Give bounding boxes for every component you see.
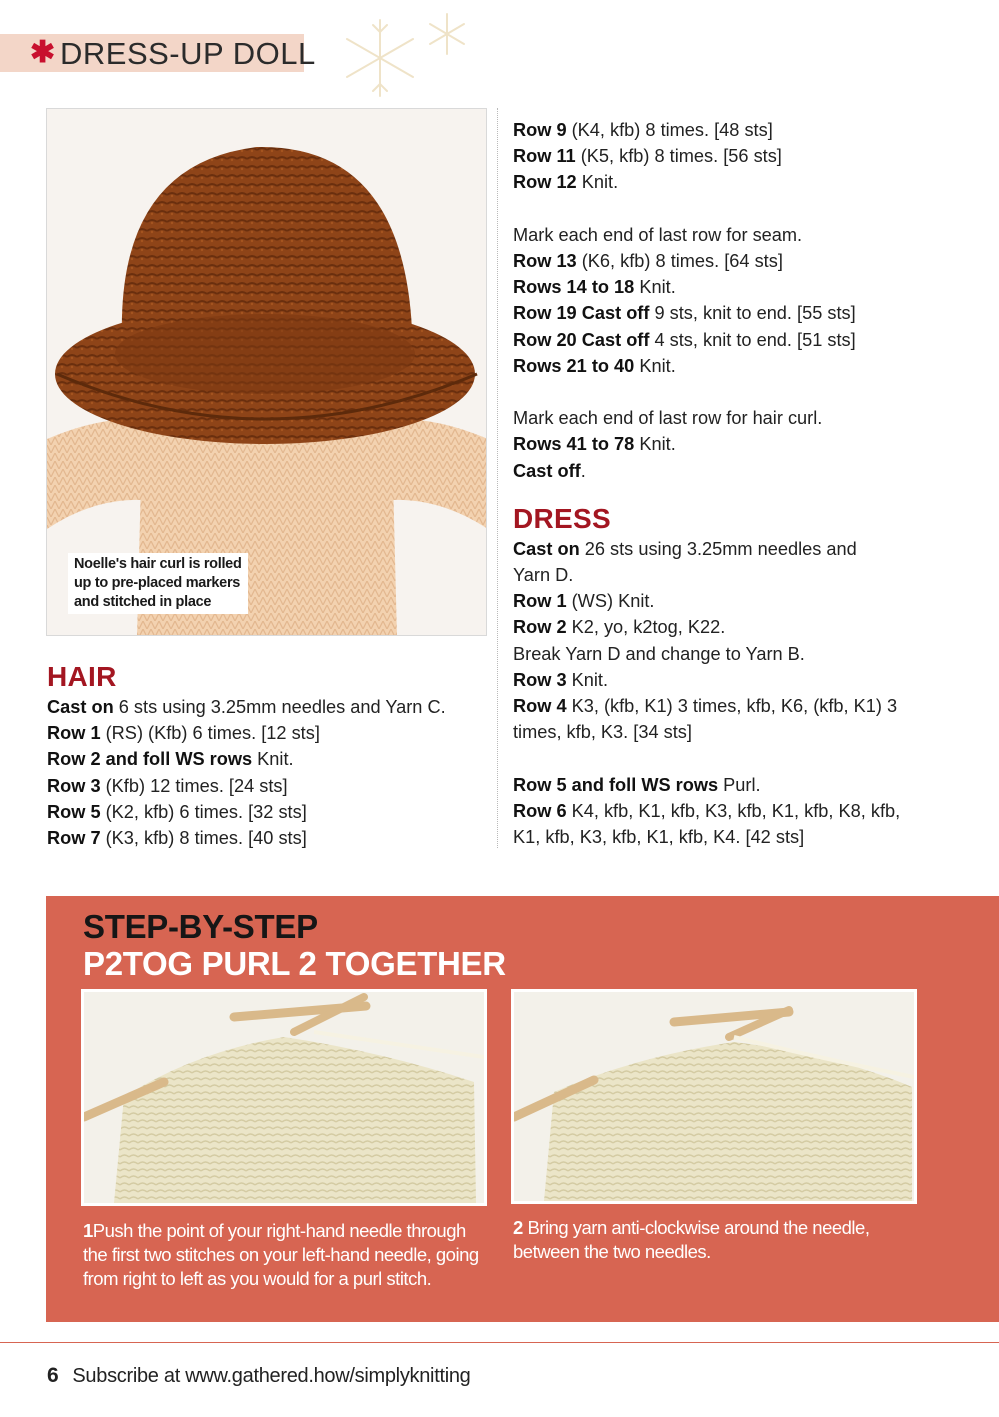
- pattern-line: Row 19 Cast off 9 sts, knit to end. [55 sts]: [513, 303, 856, 324]
- step-2-text: 2 Bring yarn anti-clockwise around the needle, between the two needles.: [513, 1217, 870, 1262]
- step-number: 2: [513, 1217, 523, 1238]
- pattern-line: Rows 14 to 18 Knit.: [513, 277, 676, 298]
- pattern-line: Row 1 (RS) (Kfb) 6 times. [12 sts]: [47, 723, 320, 744]
- pattern-line: Row 13 (K6, kfb) 8 times. [64 sts]: [513, 251, 783, 271]
- hair-section: [47, 660, 487, 851]
- pattern-line: Mark each end of last row for seam.: [513, 224, 803, 245]
- pattern-line: Mark each end of last row for hair curl.: [513, 408, 823, 429]
- page-section-title: DRESS-UP DOLL: [60, 36, 316, 71]
- pattern-line: Row 3 (Kfb) 12 times. [24 sts]: [47, 775, 288, 796]
- pattern-line: Row 7 (K3, kfb) 8 times. [40 sts]: [47, 828, 307, 849]
- hair-heading: HAIR: [47, 661, 117, 692]
- dress-heading: DRESS: [513, 502, 611, 534]
- pattern-line: Break Yarn D and change to Yarn B.: [513, 643, 805, 664]
- photo-caption: [68, 553, 248, 614]
- pattern-line: Row 5 and foll WS rows Purl.: [513, 774, 761, 795]
- pattern-line: K1, kfb, K3, kfb, K1, kfb, K4. [42 sts]: [513, 827, 805, 848]
- pattern-line: Row 20 Cast off 4 sts, knit to end. [51 sts]: [513, 329, 856, 350]
- pattern-line: Cast on 6 sts using 3.25mm needles and Yarn C.: [47, 697, 446, 717]
- pattern-line: Row 6 K4, kfb, K1, kfb, K3, kfb, K1, kfb, K8, kfb,: [513, 800, 901, 821]
- step-1-photo: [81, 989, 487, 1206]
- pattern-line: Row 4 K3, (kfb, K1) 3 times, kfb, K6, (kfb, K1) 3: [513, 696, 898, 717]
- pattern-line: Row 11 (K5, kfb) 8 times. [56 sts]: [513, 146, 782, 167]
- pattern-line: Rows 41 to 78 Knit.: [513, 434, 676, 455]
- pattern-line: Row 1 (WS) Knit.: [513, 591, 655, 612]
- pattern-line: Row 5 (K2, kfb) 6 times. [32 sts]: [47, 801, 307, 822]
- column-divider: [497, 108, 498, 848]
- caption-line: Noelle's hair curl is rolled: [74, 556, 242, 572]
- snowflake-icon: [335, 8, 485, 103]
- pattern-line: Row 2 K2, yo, k2tog, K22.: [513, 617, 726, 638]
- pattern-line: Yarn D.: [513, 565, 574, 586]
- pattern-line: times, kfb, K3. [34 sts]: [513, 722, 692, 743]
- caption-line: up to pre-placed markers: [74, 575, 241, 591]
- footer-rule: [0, 1342, 999, 1343]
- pattern-line: Row 9 (K4, kfb) 8 times. [48 sts]: [513, 120, 773, 140]
- pattern-line: Row 12 Knit.: [513, 172, 619, 193]
- pattern-line: Row 3 Knit.: [513, 669, 609, 690]
- footer: [47, 1362, 471, 1390]
- header-star-icon: ✱: [30, 36, 56, 69]
- right-column: [513, 117, 953, 850]
- step-2-photo: [511, 989, 917, 1204]
- step-number: 1: [83, 1220, 93, 1241]
- step-1-text: 1Push the point of your right-hand needle through the first two stitches on your left-hand needle, going from right to left as you would for a purl stitch.: [83, 1220, 479, 1289]
- pattern-line: Rows 21 to 40 Knit.: [513, 355, 676, 376]
- pattern-line: Row 2 and foll WS rows Knit.: [47, 749, 294, 770]
- caption-line: and stitched in place: [74, 593, 242, 612]
- panel-title: STEP-BY-STEP: [83, 908, 318, 945]
- panel-subtitle: P2TOG PURL 2 TOGETHER: [83, 945, 506, 982]
- page-number: 6: [47, 1364, 59, 1387]
- subscribe-link[interactable]: Subscribe at www.gathered.how/simplyknitting: [72, 1365, 471, 1387]
- pattern-line: Cast off.: [513, 460, 586, 481]
- pattern-line: Cast on 26 sts using 3.25mm needles and: [513, 538, 857, 559]
